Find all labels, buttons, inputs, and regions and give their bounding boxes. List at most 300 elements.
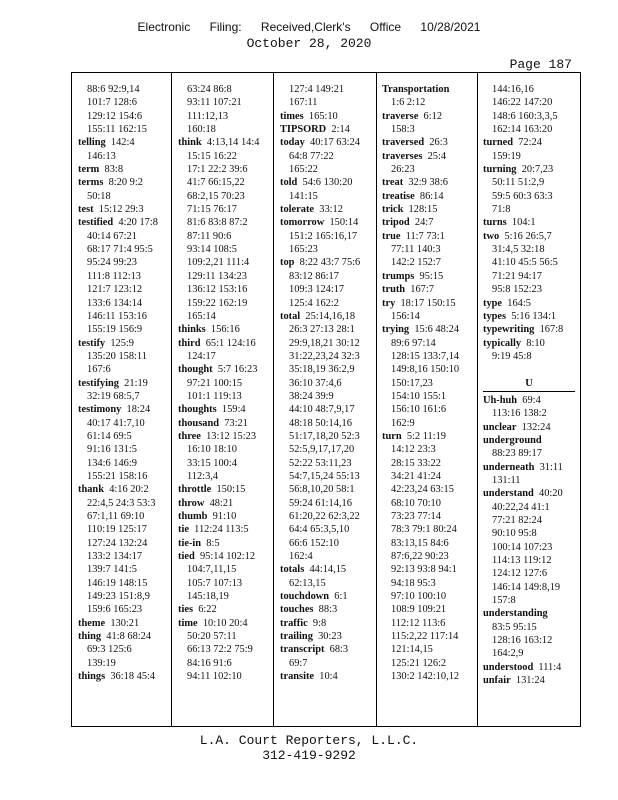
page-references: 11:7 73:1 [400, 230, 445, 242]
index-entry [280, 123, 373, 136]
page-references: 97:10 100:10 [391, 591, 447, 603]
index-entry [382, 430, 474, 443]
page-references: 28:15 33:22 [391, 457, 441, 469]
page-references: 159:22 162:19 [187, 297, 248, 309]
index-entry [483, 674, 575, 687]
page-references: 92:13 93:8 94:1 [391, 564, 457, 576]
page-references: 41:8 68:24 [101, 631, 152, 643]
page-references: 156:16 [205, 324, 240, 336]
index-entry [280, 176, 373, 189]
page-references: 84:16 91:6 [187, 657, 232, 669]
page-references: 155:21 158:16 [87, 470, 148, 482]
page-references: 164:2,9 [492, 648, 524, 660]
index-entry [78, 216, 168, 229]
page-references: 5:7 16:23 [212, 364, 258, 376]
index-entry [78, 337, 168, 350]
page-references: 129:11 134:23 [187, 270, 247, 282]
index-word: turns [483, 217, 507, 229]
page-references: 90:10 95:8 [492, 528, 537, 540]
deposition-date: October 28, 2020 [246, 36, 372, 51]
page-references: 54:7,15,24 55:13 [289, 470, 360, 482]
page-references: 29:9,18,21 30:12 [289, 337, 360, 349]
index-entry [483, 461, 575, 474]
page-references: 8:10 [521, 337, 545, 349]
index-entry [382, 150, 474, 163]
index-word: type [483, 297, 503, 309]
index-entry [280, 590, 373, 603]
page-references: 56:8,10,20 58:1 [289, 484, 355, 496]
page-references: 101:7 128:6 [87, 97, 137, 109]
page-references: 69:4 [517, 394, 541, 406]
index-word: typically [483, 337, 522, 349]
index-word: touchdown [280, 591, 330, 603]
page-references: 61:20,22 62:3,22 [289, 511, 360, 522]
page-references: 54:6 130:20 [297, 177, 353, 189]
page-references: 16:10 18:10 [187, 444, 237, 456]
page-references: 165:10 [303, 110, 338, 122]
index-entry [483, 297, 575, 310]
page-references: 131:11 [492, 474, 521, 486]
section-letter: U [525, 377, 533, 389]
column-divider [273, 73, 274, 726]
index-entry [382, 270, 474, 283]
index-entry [178, 537, 270, 550]
page-references: 111:12,13 [187, 110, 229, 122]
page-references: 164:5 [502, 297, 531, 309]
page-references: 132:24 [516, 421, 551, 433]
index-entry [280, 203, 373, 216]
page-references: 112:3,4 [187, 470, 219, 482]
page-references: 135:20 158:11 [87, 350, 147, 362]
page-references: 101:1 119:13 [187, 390, 242, 402]
index-word: total [280, 310, 301, 322]
index-entry [78, 203, 168, 216]
index-word: tripod [382, 217, 410, 229]
index-entry [178, 430, 270, 443]
index-entry [483, 661, 575, 674]
page-references: 100:14 107:23 [492, 541, 553, 553]
page-references: 33:12 [314, 204, 343, 216]
index-word: things [78, 671, 106, 683]
index-word: traversed [382, 137, 425, 149]
index-entry [78, 163, 168, 176]
index-word: try [382, 297, 396, 309]
page-references: 150:15 [211, 484, 246, 496]
page-references: 31:4,5 32:18 [492, 244, 545, 256]
index-column-3 [280, 83, 373, 683]
page-references: 63:24 86:8 [187, 84, 232, 95]
index-column-5 [483, 83, 575, 687]
index-word: time [178, 617, 198, 629]
page-references: 157:8 [492, 595, 516, 607]
page-references: 59:5 60:3 63:3 [492, 190, 553, 202]
page-references: 146:11 153:16 [87, 310, 147, 322]
page-references: 97:21 100:15 [187, 377, 243, 389]
page-references: 69:3 125:6 [87, 644, 132, 656]
page-references: 130:2 142:10,12 [391, 671, 460, 683]
page-references: 160:18 [187, 124, 216, 136]
reporter-company: L.A. Court Reporters, L.L.C. [199, 733, 419, 748]
page-references: 121:7 123:12 [87, 284, 143, 296]
page-references: 165:14 [187, 310, 216, 322]
index-entry [78, 670, 168, 683]
page-references: 110:19 125:17 [87, 524, 147, 536]
index-entry [78, 377, 168, 390]
page-references: 33:15 100:4 [187, 457, 237, 469]
index-word: unfair [483, 675, 511, 687]
index-column-1 [78, 83, 168, 683]
page-references: 18:24 [121, 404, 151, 416]
index-word: trick [382, 204, 404, 216]
index-entry [382, 323, 474, 336]
blank-line [483, 363, 575, 376]
page-references: 95:24 99:23 [87, 257, 137, 269]
index-word: testimony [78, 404, 122, 416]
page-references: 40:22,24 41:1 [492, 501, 550, 513]
index-word: today [280, 137, 305, 149]
page-references: 26:3 27:13 28:1 [289, 324, 355, 336]
page-references: 88:6 92:9,14 [87, 84, 140, 95]
index-word: traverse [382, 110, 419, 122]
page-references: 94:11 102:10 [187, 671, 242, 683]
index-entry [280, 563, 373, 576]
page-references: 4:13,14 14:4 [201, 137, 260, 149]
page-references: 40:17 41:7,10 [87, 417, 145, 429]
page-references: 31:11 [534, 461, 563, 473]
page-references: 109:3 124:17 [289, 284, 345, 296]
page-references: 71:8 [492, 204, 511, 216]
page-references: 167:7 [405, 284, 434, 296]
index-entry [483, 487, 575, 500]
index-entry [280, 256, 373, 269]
page-references: 156:14 [391, 310, 420, 322]
page-references: 83:5 95:15 [492, 621, 537, 633]
page-references: 83:8 [99, 164, 124, 176]
page-references: 151:2 165:16,17 [289, 230, 358, 242]
page-references: 144:16,16 [492, 84, 534, 95]
page-references: 10:10 20:4 [197, 617, 248, 629]
page-references: 77:11 140:3 [391, 244, 441, 256]
section-rule [483, 391, 575, 392]
page-references: 44:10 48:7,9,17 [289, 404, 355, 416]
index-entry [178, 523, 270, 536]
page-references: 30:23 [312, 631, 342, 643]
page-references: 167:11 [289, 97, 318, 109]
page-references: 167:6 [87, 364, 111, 376]
page-references: 139:7 141:5 [87, 564, 137, 576]
index-word: underneath [483, 461, 535, 473]
page-references: 158:3 [391, 124, 415, 136]
page-references: 91:16 131:5 [87, 444, 137, 456]
index-entry [280, 643, 373, 656]
page-references: 2:14 [326, 124, 350, 136]
stamp-filing: Filing: [209, 20, 242, 34]
index-entry [78, 403, 168, 416]
page-references: 127:4 149:21 [289, 84, 345, 95]
page-references: 141:15 [289, 190, 318, 202]
index-word: Uh-huh [483, 394, 518, 406]
index-entry [382, 230, 474, 243]
index-word: term [78, 164, 100, 176]
index-entry [483, 434, 575, 447]
page-references: 111:4 [533, 661, 562, 673]
page-references: 155:19 156:9 [87, 324, 143, 336]
index-entry [178, 497, 270, 510]
index-entry [483, 310, 575, 323]
page-references: 5:2 11:19 [401, 430, 446, 442]
stamp-received: Received,Clerk's [260, 20, 351, 34]
page-references: 88:23 89:17 [492, 448, 542, 460]
page-references: 61:14 69:5 [87, 430, 132, 442]
page-references: 104:7,11,15 [187, 564, 237, 576]
page-references: 133:2 134:17 [87, 551, 143, 563]
index-entry [178, 603, 270, 616]
index-word: third [178, 337, 201, 349]
page-references: 5:16 134:1 [506, 310, 557, 322]
page-references: 21:19 [118, 377, 148, 389]
page-references: 20:7,23 [516, 164, 554, 176]
index-word: turned [483, 137, 514, 149]
page-references: 86:14 [414, 190, 444, 202]
index-column-2 [178, 83, 270, 683]
page-references: 72:24 [513, 137, 542, 149]
page-references: 15:15 16:22 [187, 150, 237, 162]
page-references: 128:15 133:7,14 [391, 350, 460, 362]
page-references: 155:11 162:15 [87, 124, 147, 136]
index-word: tie [178, 524, 189, 536]
page-references: 14:12 23:3 [391, 444, 436, 456]
page-references: 93:11 107:21 [187, 97, 242, 109]
page-references: 95:14 102:12 [194, 551, 256, 563]
index-entry [483, 337, 575, 350]
page-references: 64:4 65:3,5,10 [289, 524, 350, 536]
page-references: 41:7 66:15,22 [187, 177, 245, 189]
page-references: 150:14 [324, 217, 359, 229]
page-references: 95:8 152:23 [492, 284, 542, 296]
index-word: TIPSORD [280, 124, 327, 136]
page-references: 159:19 [492, 150, 521, 162]
page-references: 89:6 97:14 [391, 337, 436, 349]
page-references: 66:6 152:10 [289, 537, 339, 549]
page-references: 17:1 22:2 39:6 [187, 164, 248, 176]
index-word: turn [382, 430, 402, 442]
index-entry [280, 136, 373, 149]
page-references: 88:3 [313, 604, 338, 616]
index-entry [382, 83, 474, 96]
page-references: 68:10 70:10 [391, 497, 441, 509]
page-references: 9:8 [307, 617, 327, 629]
page-references: 114:13 119:12 [492, 555, 552, 567]
page-references: 36:10 37:4,6 [289, 377, 342, 389]
page-references: 165:23 [289, 244, 318, 256]
index-word: told [280, 177, 298, 189]
index-entry [78, 630, 168, 643]
page-references: 8:22 43:7 75:6 [294, 257, 361, 269]
index-word: understood [483, 661, 534, 673]
page-references: 26:23 [391, 164, 415, 176]
page-references: 83:12 86:17 [289, 270, 339, 282]
reporter-phone: 312-419-9292 [262, 748, 356, 763]
index-word: treatise [382, 190, 415, 202]
index-word: underground [483, 434, 542, 446]
index-entry [178, 363, 270, 376]
page-references: 5:16 26:5,7 [499, 230, 552, 242]
index-entry [382, 216, 474, 229]
page-references: 10:4 [314, 671, 338, 683]
index-word: thumb [178, 511, 208, 522]
page-references: 26:3 [424, 137, 448, 149]
page-references: 40:17 63:24 [304, 137, 360, 149]
page-references: 62:13,15 [289, 577, 326, 589]
index-word: trailing [280, 631, 313, 643]
index-entry [382, 203, 474, 216]
page-references: 125:21 126:2 [391, 657, 447, 669]
index-entry [280, 630, 373, 643]
index-word: thinks [178, 324, 206, 336]
index-word: theme [78, 617, 106, 629]
index-entry [178, 483, 270, 496]
stamp-office: Office [369, 20, 402, 34]
index-word: terms [78, 177, 104, 189]
page-references: 52:22 53:11,23 [289, 457, 352, 469]
index-word: trumps [382, 270, 415, 282]
index-entry [483, 394, 575, 407]
page-references: 105:7 107:13 [187, 577, 243, 589]
page-references: 83:13,15 84:6 [391, 537, 449, 549]
page-references: 139:19 [87, 657, 116, 669]
page-references: 71:21 94:17 [492, 270, 542, 282]
page-references: 112:12 113:6 [391, 617, 446, 629]
page-references: 167:8 [534, 324, 564, 336]
index-word: think [178, 137, 202, 149]
page-references: 44:14,15 [304, 564, 347, 576]
index-entry [178, 510, 270, 523]
page-references: 91:10 [207, 511, 237, 522]
page-references: 87:11 90:6 [187, 230, 232, 242]
index-word: unclear [483, 421, 517, 433]
page-references: 69:7 [289, 657, 308, 669]
index-word: thousand [178, 417, 220, 429]
stamp-electronic: Electronic [137, 20, 191, 34]
index-word: types [483, 310, 507, 322]
index-entry [280, 603, 373, 616]
stamp-date: 10/28/2021 [420, 20, 481, 34]
index-word: testifying [78, 377, 119, 389]
index-entry [178, 136, 270, 149]
page-references: 165:22 [289, 164, 318, 176]
page-references: 142:2 152:7 [391, 257, 441, 269]
page-references: 145:18,19 [187, 591, 229, 603]
page-references: 111:8 112:13 [87, 270, 141, 282]
page-references: 146:14 149:8,19 [492, 581, 561, 593]
index-word: times [280, 110, 304, 122]
index-word: typewriting [483, 324, 535, 336]
page-references: 51:17,18,20 52:3 [289, 430, 360, 442]
page-references: 150:17,23 [391, 377, 433, 389]
index-word: transcript [280, 644, 325, 656]
page-references: 6:12 [418, 110, 443, 122]
page-references: 48:18 50:14,16 [289, 417, 352, 429]
index-entry [178, 550, 270, 563]
page-references: 146:19 148:15 [87, 577, 148, 589]
index-word: top [280, 257, 295, 269]
page-references: 4:20 17:8 [113, 217, 158, 229]
page-references: 13:12 15:23 [200, 430, 257, 442]
index-entry [382, 136, 474, 149]
page-references: 121:14,15 [391, 644, 433, 656]
page-references: 129:12 154:6 [87, 110, 143, 122]
page-references: 41:10 45:5 56:5 [492, 257, 558, 269]
page-references: 24:7 [409, 217, 434, 229]
index-entry [78, 483, 168, 496]
index-word: touches [280, 604, 314, 616]
index-word: truth [382, 284, 406, 296]
page-references: 25:4 [422, 150, 447, 162]
index-word: throttle [178, 484, 212, 496]
page-references: 149:23 151:8,9 [87, 591, 150, 603]
index-entry [483, 230, 575, 243]
page-references: 73:21 [219, 417, 248, 429]
index-word: ties [178, 604, 194, 616]
page-references: 42:23,24 63:15 [391, 484, 454, 496]
page-references: 93:14 108:5 [187, 244, 237, 256]
page-references: 38:24 39:9 [289, 390, 334, 402]
page-references: 113:16 138:2 [492, 408, 547, 420]
page-references: 4:16 20:2 [104, 484, 149, 496]
index-entry [280, 216, 373, 229]
page-references: 127:24 132:24 [87, 537, 148, 549]
page-references: 154:10 155:1 [391, 390, 447, 402]
column-divider [171, 73, 172, 726]
page-references: 128:15 [403, 204, 438, 216]
page-references: 146:22 147:20 [492, 97, 553, 109]
column-divider [376, 73, 377, 726]
page-references: 68:3 [324, 644, 349, 656]
page-references: 146:13 [87, 150, 116, 162]
page-references: 109:2,21 111:4 [187, 257, 250, 269]
index-word: thought [178, 364, 213, 376]
page-references: 67:1,11 69:10 [87, 511, 145, 522]
index-word: throw [178, 497, 205, 509]
page-number: Page 187 [509, 57, 572, 72]
index-word: trying [382, 324, 410, 336]
page-references: 31:22,23,24 32:3 [289, 350, 360, 362]
page-references: 25:14,16,18 [300, 310, 356, 322]
page-references: 124:12 127:6 [492, 568, 548, 580]
page-references: 50:11 51:2,9 [492, 177, 545, 189]
index-entry [382, 190, 474, 203]
index-word: transite [280, 671, 315, 683]
index-entry [78, 617, 168, 630]
index-word: test [78, 204, 94, 216]
page-references: 162:4 [289, 551, 313, 563]
page-references: 134:6 146:9 [87, 457, 137, 469]
page-references: 15:6 48:24 [409, 324, 460, 336]
index-word: tomorrow [280, 217, 325, 229]
index-word: traffic [280, 617, 308, 629]
page-references: 124:17 [187, 350, 216, 362]
page-references: 48:21 [204, 497, 234, 509]
index-word: totals [280, 564, 305, 576]
page-references: 22:4,5 24:3 53:3 [87, 497, 156, 509]
index-entry [483, 136, 575, 149]
index-entry [78, 176, 168, 189]
page-references: 148:6 160:3,3,5 [492, 110, 558, 122]
page-references: 34:21 41:24 [391, 470, 441, 482]
index-word: three [178, 430, 201, 442]
page-references: 133:6 134:14 [87, 297, 143, 309]
index-entry [483, 216, 575, 229]
